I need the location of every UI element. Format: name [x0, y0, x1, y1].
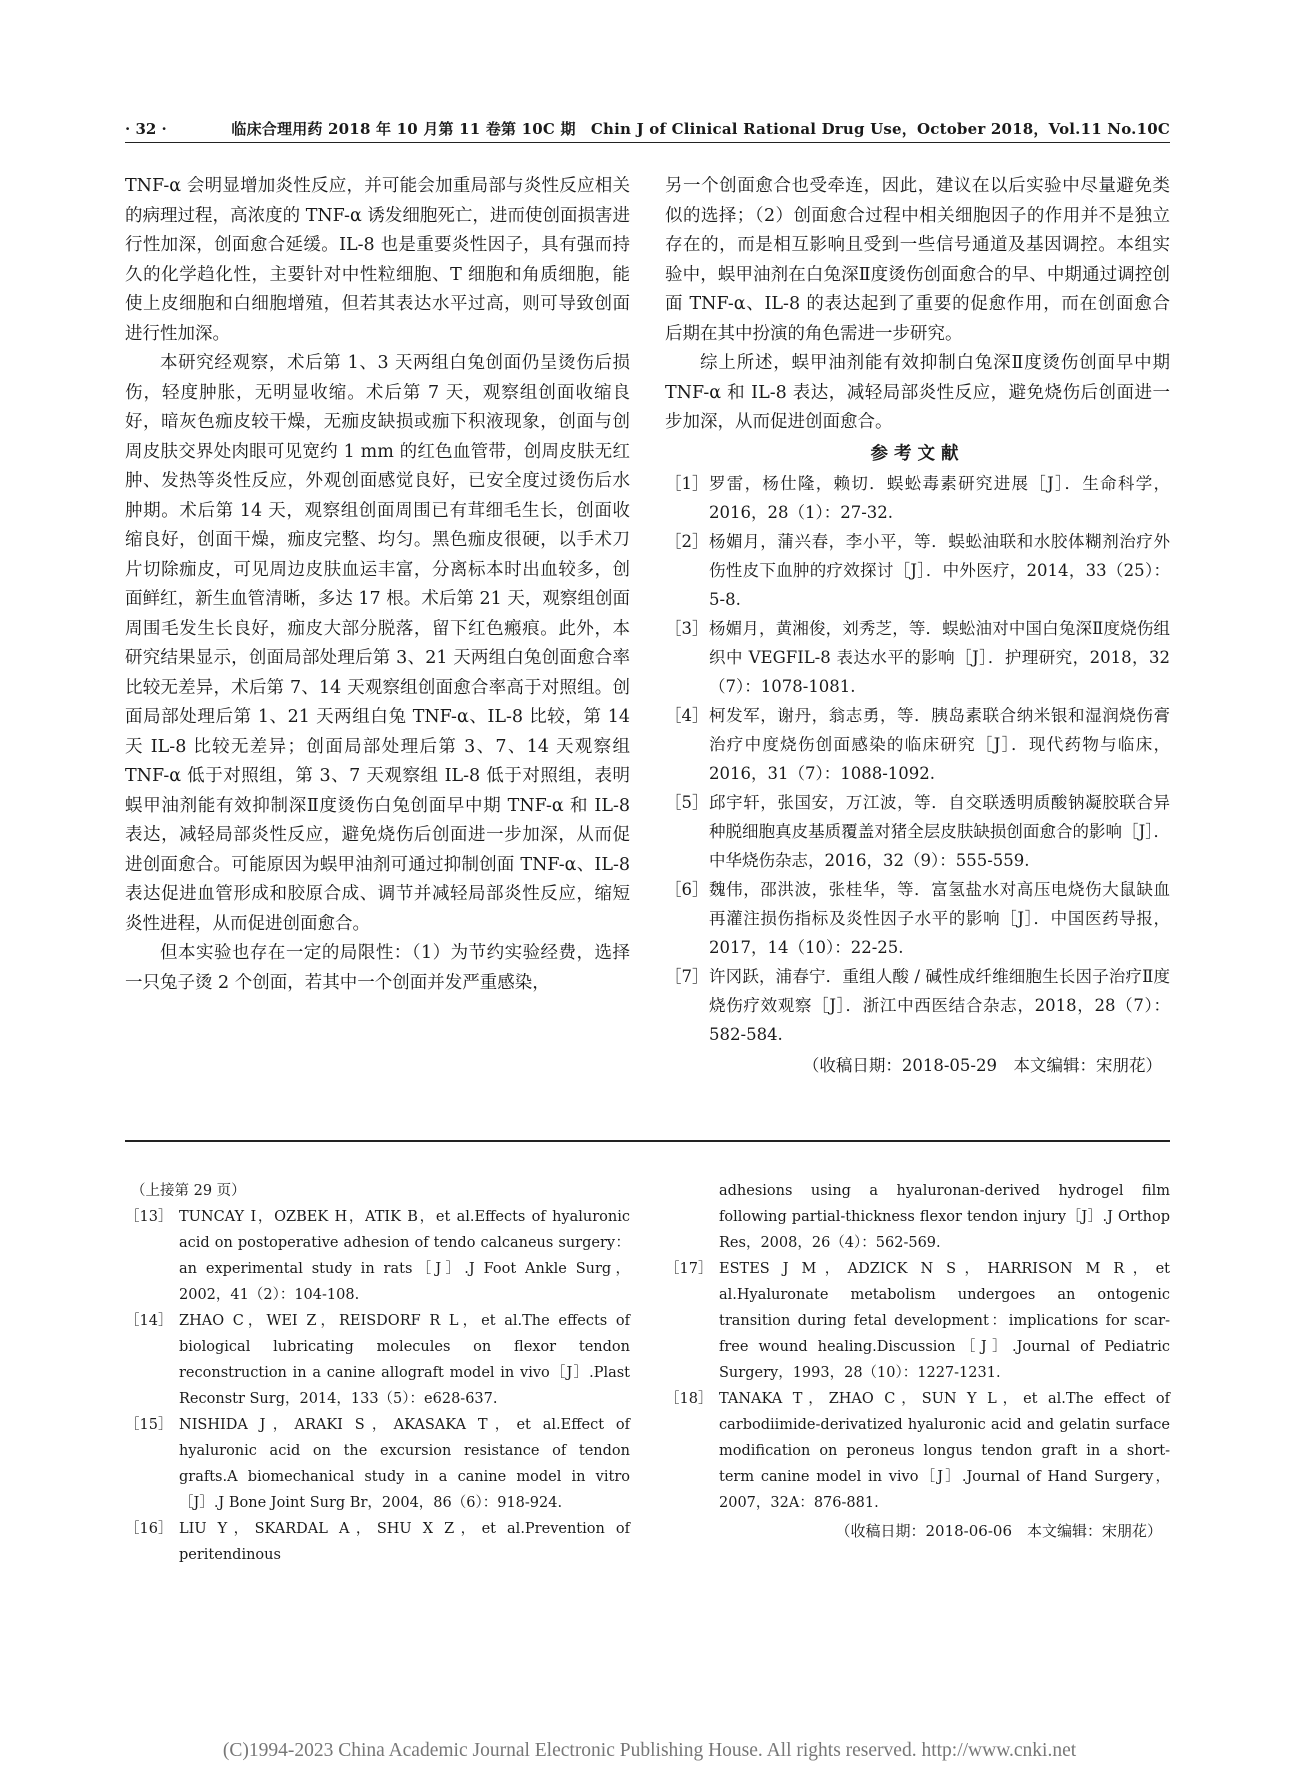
reference-text: TANAKA T，ZHAO C，SUN Y L，et al.The effect of carbodiimide-derivatized hyaluronic acid and gelatin surface modification on peroneus longus tendon graft in a short-term canine model in vivo［J］.Journal of Hand Surgery，2007，32A：876-881.	[719, 1391, 1170, 1511]
reference-text: NISHIDA J，ARAKI S，AKASAKA T，et al.Effect of hyaluronic acid on the excursion resistance of tendon grafts.A biomechanical study in a canine model in vitro［J］.J Bone Joint Surg Br，2004，86（6）：918-924.	[179, 1417, 630, 1511]
continued-from-note: （上接第 29 页）	[131, 1183, 246, 1199]
reference-item	[125, 1516, 630, 1568]
running-header	[125, 116, 1170, 143]
reference-number: ［1］	[665, 474, 709, 493]
reference-item	[125, 1204, 630, 1308]
reference-item	[665, 1386, 1170, 1516]
reference-number: ［18］	[665, 1391, 713, 1407]
reference-text: TUNCAY I，OZBEK H，ATIK B，et al.Effects of hyaluronic acid on postoperative adhesion of tendo calcaneus surgery：an experimental study in rats［J］.J Foot Ankle Surg，2002，41（2）：104-108.	[179, 1209, 630, 1303]
reference-number: ［14］	[125, 1313, 173, 1329]
paragraph: TNF-α 会明显增加炎性反应，并可能会加重局部与炎性反应相关的病理过程，高浓度的 TNF-α 诱发细胞死亡，进而使创面损害进行性加深，创面愈合延缓。IL-8 也是重要炎性因子，具有强而持久的化学趋化性，主要针对中性粒细胞、T 细胞和角质细胞，能使上皮细胞和白细胞增殖，但若其表达水平过高，则可导致创面进行性加深。	[125, 176, 630, 344]
reference-item	[665, 614, 1170, 701]
reference-number: ［6］	[665, 880, 709, 899]
reference-text: 许冈跃，浦春宁．重组人酸 / 碱性成纤维细胞生长因子治疗Ⅱ度烧伤疗效观察［J］．浙江中西医结合杂志，2018，28（7）：582-584.	[709, 967, 1170, 1044]
reference-item	[665, 962, 1170, 1049]
reference-number: ［15］	[125, 1417, 173, 1433]
copyright-footer: (C)1994-2023 China Academic Journal Electronic Publishing House. All rights reserved. http://www.cnki.net	[222, 1740, 1077, 1761]
reference-number: ［2］	[665, 532, 709, 551]
paragraph: 另一个创面愈合也受牵连，因此，建议在以后实验中尽量避免类似的选择；（2）创面愈合过程中相关细胞因子的作用并不是独立存在的，而是相互影响且受到一些信号通道及基因调控。本组实验中，蜈甲油剂在白兔深Ⅱ度烫伤创面愈合的早、中期通过调控创面 TNF-α、IL-8 的表达起到了重要的促愈作用，而在创面愈合后期在其中扮演的角色需进一步研究。	[665, 176, 1170, 344]
references-heading: 参考文献	[870, 443, 965, 464]
journal-title: 临床合理用药 2018 年 10 月第 11 卷第 10C 期 Chin J of Clinical Rational Drug Use，October 2018，Vol.11 No.10C	[231, 120, 1170, 138]
reference-item	[665, 469, 1170, 527]
reference-text: 杨媚月，蒲兴春，李小平，等．蜈蚣油联和水胶体糊剂治疗外伤性皮下血肿的疗效探讨［J］．中外医疗，2014，33（25）：5-8.	[709, 532, 1170, 609]
reference-text: 杨媚月，黄湘俊，刘秀芝，等．蜈蚣油对中国白兔深Ⅱ度烧伤组织中 VEGFIL-8 表达水平的影响［J］．护理研究，2018，32（7）：1078-1081.	[709, 619, 1170, 696]
reference-text: 柯发军，谢丹，翁志勇，等．胰岛素联合纳米银和湿润烧伤膏治疗中度烧伤创面感染的临床研究［J］．现代药物与临床，2016，31（7）：1088-1092.	[709, 706, 1170, 783]
reference-text: ZHAO C，WEI Z，REISDORF R L，et al.The effects of biological lubricating molecules on flexor tendon reconstruction in a canine allograft model in vivo［J］.Plast Reconstr Surg，2014，133（5）：e628-637.	[179, 1313, 630, 1407]
paragraph: 但本实验也存在一定的局限性：（1）为节约实验经费，选择一只兔子烫 2 个创面，若其中一个创面并发严重感染，	[125, 943, 630, 993]
reference-number: ［13］	[125, 1209, 173, 1225]
continued-references-right	[665, 1178, 1170, 1544]
reference-item	[665, 788, 1170, 875]
reference-number: ［5］	[665, 793, 709, 812]
reference-item	[665, 1256, 1170, 1386]
body-column-left	[125, 172, 630, 998]
reference-item	[665, 701, 1170, 788]
reference-text: ESTES J M，ADZICK N S，HARRISON M R，et al.Hyaluronate metabolism undergoes an ontogenic transition during fetal development：implications for scar-free wound healing.Discussion［J］.Journal of Pediatric Surgery，1993，28（10）：1227-1231.	[719, 1261, 1170, 1381]
reference-text: 罗雷，杨仕隆，赖切．蜈蚣毒素研究进展［J］．生命科学，2016，28（1）：27-32.	[709, 474, 1170, 522]
reference-text: LIU Y，SKARDAL A，SHU X Z，et al.Prevention of peritendinous	[179, 1521, 630, 1563]
section-divider	[125, 1140, 1170, 1142]
body-column-right	[665, 172, 1170, 1080]
reference-text: 邱宇轩，张国安，万江波，等．自交联透明质酸钠凝胶联合异种脱细胞真皮基质覆盖对猪全层皮肤缺损创面愈合的影响［J］．中华烧伤杂志，2016，32（9）：555-559.	[709, 793, 1170, 870]
reference-number: ［4］	[665, 706, 709, 725]
paragraph: 综上所述，蜈甲油剂能有效抑制白兔深Ⅱ度烫伤创面早中期 TNF-α 和 IL-8 表达，减轻局部炎性反应，避免烧伤后创面进一步加深，从而促进创面愈合。	[665, 353, 1170, 432]
continued-references-left	[125, 1178, 630, 1568]
page-number: · 32 ·	[125, 120, 167, 138]
reference-text: 魏伟，邵洪波，张桂华，等．富氢盐水对高压电烧伤大鼠缺血再灌注损伤指标及炎性因子水平的影响［J］．中国医药导报，2017，14（10）：22-25.	[709, 880, 1170, 957]
reference-item	[665, 527, 1170, 614]
received-date-note: （收稿日期：2018-05-29 本文编辑：宋朋花）	[802, 1056, 1162, 1075]
reference-item	[665, 875, 1170, 962]
paragraph: 本研究经观察，术后第 1、3 天两组白兔创面仍呈烫伤后损伤，轻度肿胀，无明显收缩。术后第 7 天，观察组创面收缩良好，暗灰色痂皮较干燥，无痂皮缺损或痂下积液现象，创面与创周皮肤交界处肉眼可见宽约 1 mm 的红色血管带，创周皮肤无红肿、发热等炎性反应，外观创面感觉良好，已安全度过烫伤后水肿期。术后第 14 天，观察组创面周围已有茸细毛生长，创面收缩良好，创面干燥，痂皮完整、均匀。黑色痂皮很硬，以手术刀片切除痂皮，可见周边皮肤血运丰富，分离标本时出血较多，创面鲜红，新生血管清晰，多达 17 根。术后第 21 天，观察组创面周围毛发生长良好，痂皮大部分脱落，留下红色瘢痕。此外，本研究结果显示，创面局部处理后第 3、21 天两组白兔创面愈合率比较无差异，术后第 7、14 天观察组创面愈合率高于对照组。创面局部处理后第 1、21 天两组白兔 TNF-α、IL-8 比较，第 14 天 IL-8 比较无差异；创面局部处理后第 3、7、14 天观察组 TNF-α 低于对照组，第 3、7 天观察组 IL-8 低于对照组，表明蜈甲油剂能有效抑制深Ⅱ度烫伤白兔创面早中期 TNF-α 和 IL-8 表达，减轻局部炎性反应，避免烧伤后创面进一步加深，从而促进创面愈合。可能原因为蜈甲油剂可通过抑制创面 TNF-α、IL-8 表达促进血管形成和胶原合成、调节并减轻局部炎性反应，缩短炎性进程，从而促进创面愈合。	[125, 353, 630, 934]
reference-continuation: adhesions using a hyaluronan-derived hydrogel film following partial-thickness flexor tendon injury［J］.J Orthop Res，2008，26（4）：562-569.	[719, 1183, 1170, 1251]
reference-item	[125, 1412, 630, 1516]
reference-item	[125, 1308, 630, 1412]
received-date-note: （收稿日期：2018-06-06 本文编辑：宋朋花）	[835, 1522, 1162, 1540]
reference-number: ［7］	[665, 967, 709, 986]
reference-number: ［16］	[125, 1521, 173, 1537]
reference-number: ［3］	[665, 619, 709, 638]
reference-number: ［17］	[665, 1261, 713, 1277]
